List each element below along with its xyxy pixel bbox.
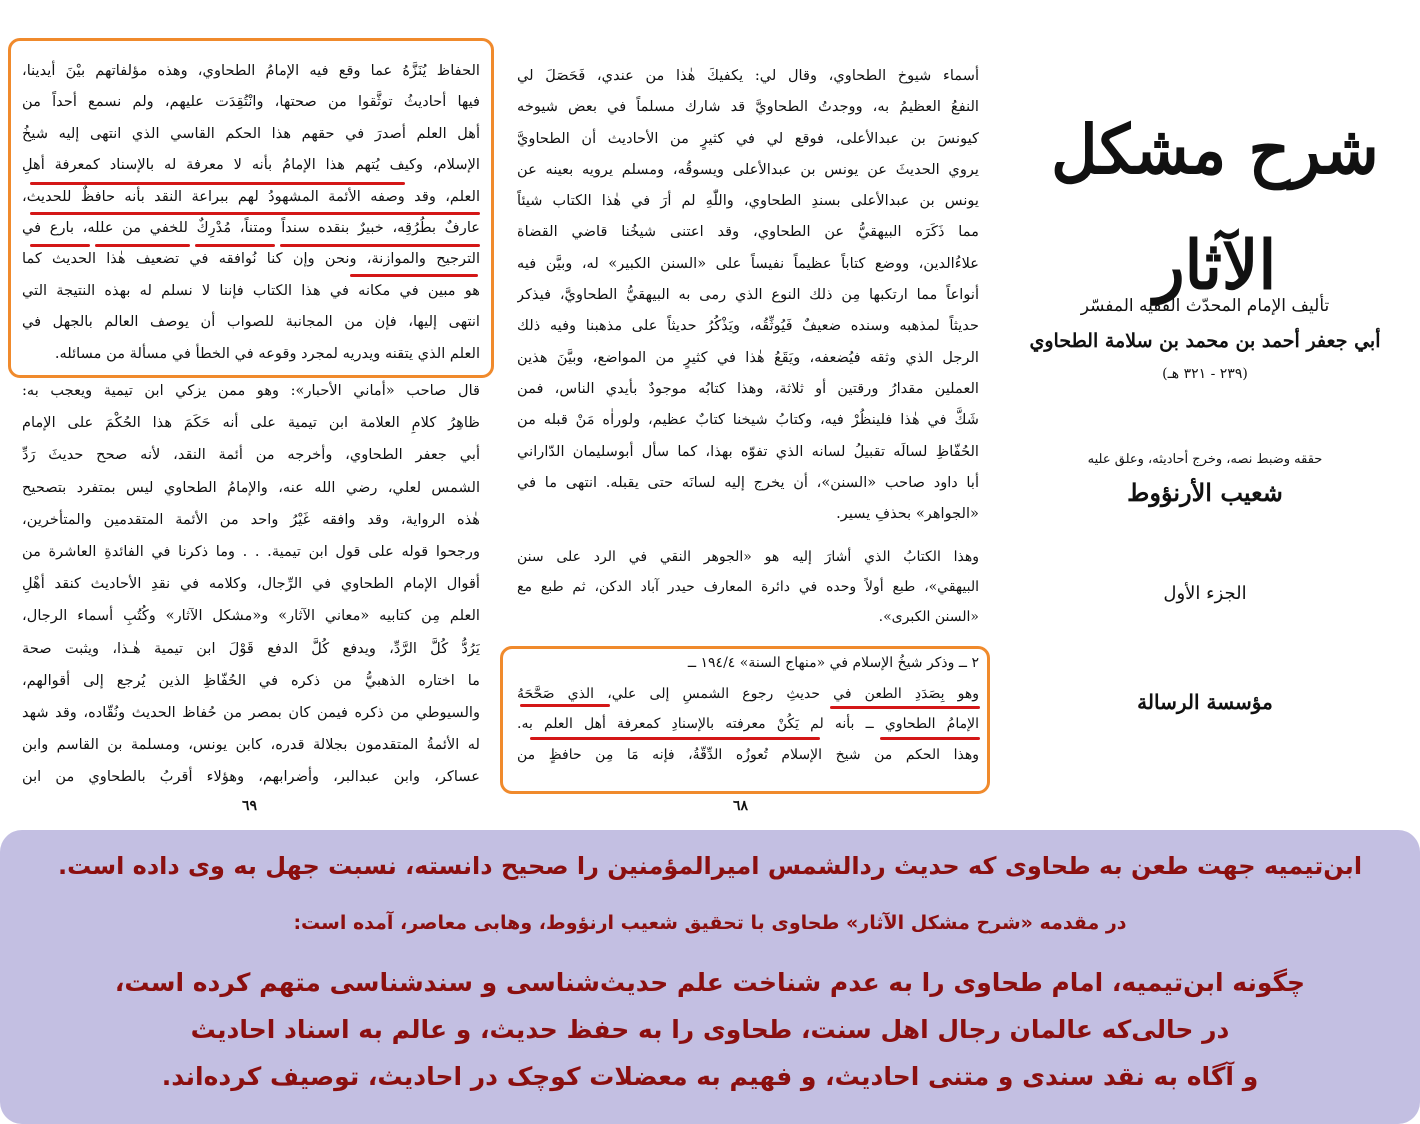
text-line: فيها أحاديثُ توثَّقوا من صحتها، وانْتُقِدَت عليهم، ولم نسمع أحداً من: [22, 93, 480, 111]
text-line: أبا داود صاحب «السنن»، أن يخرج إليه لسانَه حتى يقبله. انتهى ما في: [517, 473, 979, 491]
text-line: البيهقي»، طبع أولاً وحده في دائرة المعارف حيدر آباد الدكن، ثم طبع مع: [517, 579, 979, 595]
text-line: وهذا الحكم من شيخ الإسلام تُعوزُه الدِّقّةُ، فإنه مَا مِن حافظٍ من: [517, 746, 979, 763]
caption-panel: [0, 830, 1420, 1124]
caption-line-5: و آگاه به نقد سندی و متنی احادیث، و فهیم به معضلات کوچک در احادیث، توصیف کرده‌اند.: [161, 1062, 1259, 1091]
text-line: العلم، وقد وصفه الأئمة المشهودُ لهم ببراعة النقد بأنه حافظٌ للحديث،: [22, 187, 480, 205]
text-line: النفعُ العظيمُ به، ووجدتُ الطحاويَّ قد شارك مسلماً في بعض شيوخه: [517, 98, 979, 116]
text-line: أهل العلم أصدرَ في حقهم هذا الحكم القاسي الذي انتهى إليه شيخُ: [22, 124, 480, 142]
text-line: وهو بِصَدَدِ الطعن في حديثِ رجوع الشمسِ إلى علي، الذي صَحَّحَهُ: [517, 685, 979, 702]
text-line: الرجل الذي وثقه فيُضعفه، ويَقَعُ هٰذا في كثيرٍ من المواضع، وبيَّنَ هذين: [517, 348, 979, 366]
underline-mark: [95, 244, 190, 247]
text-line: الإمامُ الطحاوي ــ بأنه لم يَكُنْ معرفته بالإسنادِ كمعرفة أهل العلم به.: [517, 716, 979, 732]
text-line: علاءُالدين، ووضع كتاباً عظيماً نفيساً على «السنن الكبير» له، وبيَّن فيه: [517, 254, 979, 272]
publisher-logo: مؤسسة الرسالة: [1137, 690, 1273, 714]
underline-mark: [195, 244, 275, 247]
volume-label: الجزء الأول: [1163, 583, 1247, 604]
editor-name: شعيب الأرنؤوط: [1127, 478, 1283, 507]
text-line: أبي جعفر الطحاوي، وأخرجه من أئمة النقد، لأنه صحح حديثَ رَدِّ: [22, 446, 480, 464]
text-line: الحُفّاظِ لسالَه تقبيلُ لسانه الذي تفوّه بهذا، كما سأل أبوسليمان الدّاراني: [517, 442, 979, 460]
text-line: ظاهِرُ كلامِ العلامة ابن تيمية على أنه حَكَمَ هذا الحُكْمَ على الإمام: [22, 414, 480, 432]
text-line: أقوال الإمام الطحاوي في الرِّجال، وكلامه في نقدِ الأحاديث كنقد أهْلِ: [22, 575, 480, 593]
left-lower-paragraph: [22, 375, 480, 794]
underline-mark: [530, 737, 820, 740]
text-line: وهذا الكتابُ الذي أشارَ إليه هو «الجوهر النقي في الرد على سنن: [517, 549, 979, 565]
underline-mark: [830, 706, 980, 709]
text-line: حديثاً لمذهبه وسنده ضعيفٌ فَيُوثِّقُه، ويَذْكُرُ حديثاً على مذهبنا وفيه ذلك: [517, 317, 979, 335]
text-line: كيونسَ بن عبدالأعلى، فوقع لي في كثيرٍ من الأحاديث أن الطحاويَّ: [517, 129, 979, 147]
underline-mark: [880, 737, 980, 740]
underline-mark: [30, 212, 480, 215]
text-line: هٰذه الرواية، وقد وافقه غَيْرُ واحد من الأئمة المتقدمين والمتأخرين،: [22, 510, 480, 528]
text-line: أنواعاً مما ارتكبها مِن ذلك النوع الذي رمى به البيهقيُّ الطحاويَّ، فيذكر: [517, 286, 979, 304]
text-line: العلم الذي يتقنه ويدريه لمجرد وقوعه في الخطأ في مسألة من مسائله.: [54, 344, 480, 362]
underline-mark: [520, 704, 610, 707]
text-line: له الأئمةُ المتقدمون بجلالة قدره، كابن يونس، ومسلمة بن القاسم وابن: [22, 736, 480, 754]
text-line: عساكر، وابن عبدالبر، وأضرابهم، وهؤلاء أقربُ بالطحاوي من ابن: [22, 768, 480, 786]
text-line: «السنن الكبرى».: [878, 609, 979, 625]
underline-mark: [30, 244, 90, 247]
text-line: الإسلام، وكيف يُتهم هذا الإمامُ بأنه لا معرفة له بالإسناد كمعرفة أهلِ: [22, 156, 480, 174]
underline-mark: [350, 274, 478, 277]
text-line: قال صاحب «أماني الأحبار»: وهو ممن يزكي ابن تيمية ويعجب به:: [22, 382, 480, 399]
text-line: «الجواهر» بحذفِ يسير.: [836, 505, 979, 523]
text-line: انتهى إليها، فإن من المجانبة للصواب أن يوصف العالم بالجهل في: [22, 313, 480, 331]
text-line: العملين مقدارُ ورقتين أو ثلاثة، وهذا كتابُه موجودٌ بأيدي الناس، فمن: [517, 379, 979, 397]
page-number: ٦٩: [242, 798, 258, 814]
underline-mark: [30, 182, 405, 185]
text-line: هو مبين في مكانه في هذا الكتاب فإننا لا نسلم له بهذه النتيجة التي: [22, 281, 480, 299]
text-line: يروي الحديثَ عن يونس بن عبدالأعلى ويسوقُه، ومسلم يرويه بعينه عن: [517, 160, 979, 178]
highlight-box-left: [8, 38, 494, 378]
text-line: عارفٌ بطُرُقِه، خبيرٌ بنقده سنداً ومتناً، مُدْرِكٌ للخفي من علله، بارع في: [22, 219, 480, 237]
book-title: شرح مشكل الآثار: [1051, 111, 1379, 306]
underline-mark: [280, 244, 480, 247]
footnote-1: [517, 542, 979, 632]
text-line: يونس بن عبدالأعلى بسندِ الطحاوي، واللّٰهِ لم أرَ في هٰذا الكتاب شيئاً: [517, 192, 979, 210]
text-line: الترجيح والموازنة، ونحن وإن كنا نُوافقه في تضعيف هٰذا الحديث كما: [22, 250, 480, 268]
text-line: العلم مِن كتابيه «معاني الآثار» و«مشكل الآثار» وكُتُبِ أسماء الرجال،: [22, 607, 480, 625]
text-line: ٢ ــ وذكر شيخُ الإسلام في «منهاج السنة» ١٩٤/٤ ــ: [687, 655, 979, 671]
text-line: والسيوطي من ذكره فيمن كان بمصر من حُفاظ الحديث ونُقّاده، وقد شهد: [22, 704, 480, 722]
text-line: يَرُدُّ كُلَّ الرَّدِّ، ويدفع كُلَّ الدفع قَوْلَ ابن تيمية هٰـذا، ويثبت صحة: [22, 639, 480, 657]
caption-line-1: ابن‌تیمیه جهت طعن به طحاوی که حدیث ردالشمس امیرالمؤمنین را صحیح دانسته، نسبت جهل به وی داده است.: [57, 852, 1363, 880]
text-line: الشمس لعلي، رضي الله عنه، والإمامُ الطحاوي ليس بمتفرد بتصحيح: [22, 478, 480, 496]
text-line: شَكَّ في هٰذا فلينظُرْ فيه، وكتابُ شيخنا كتابٌ عظيم، ولوراٰه مَنْ قبله من: [517, 411, 979, 429]
author-intro: تأليف الإمام المحدّث الفقيه المفسّر: [1080, 296, 1330, 316]
author-dates: (٢٣٩ - ٣٢١ هـ): [1162, 366, 1248, 382]
text-line: أسماء شيوخ الطحاوي، وقال لي: يكفيكَ هٰذا من عندي، فَحَصَلَ لي: [517, 67, 979, 84]
highlight-box-footnote: [500, 646, 990, 794]
caption-line-3: چگونه ابن‌تیمیه، امام طحاوی را به عدم شناخت علم حدیث‌شناسی و سندشناسی متهم کرده است،: [114, 968, 1306, 997]
text-line: ورجحوا قوله على قول ابن تيمية. . . وما ذكرنا في الفائدةِ العاشرة من: [22, 543, 480, 561]
text-line: ما اختاره الذهبيُّ من ذكره في الحُفّاظِ الذين يُرجع إلى أقوالهم،: [22, 671, 480, 689]
caption-line-2: در مقدمه «شرح مشکل الآثار» طحاوی با تحقیق شعیب ارنؤوط، وهابی معاصر، آمده است:: [293, 912, 1127, 934]
author-name: أبي جعفر أحمد بن محمد بن سلامة الطحاوي: [1029, 330, 1381, 352]
caption-line-4: در حالی‌که عالمان رجال اهل سنت، طحاوی را به حفظ حدیث، و عالم به اسناد احادیث: [190, 1015, 1230, 1044]
text-line: الحفاظ يُنَزَّهُ عما وقع فيه الإمامُ الطحاوي، وهذه مؤلفاتهم بيْنَ أيدينا،: [22, 62, 480, 79]
text-line: مما ذَكَرَه البيهقيُّ عن الطحاوي، وقد اعتنى شيخُنا قاضي القضاة: [517, 223, 979, 241]
page-number: ٦٨: [733, 798, 749, 814]
editor-intro: حققه وضبط نصه، وخرج أحاديثه، وعلق عليه: [1087, 452, 1323, 467]
middle-main-paragraph: [517, 60, 979, 529]
